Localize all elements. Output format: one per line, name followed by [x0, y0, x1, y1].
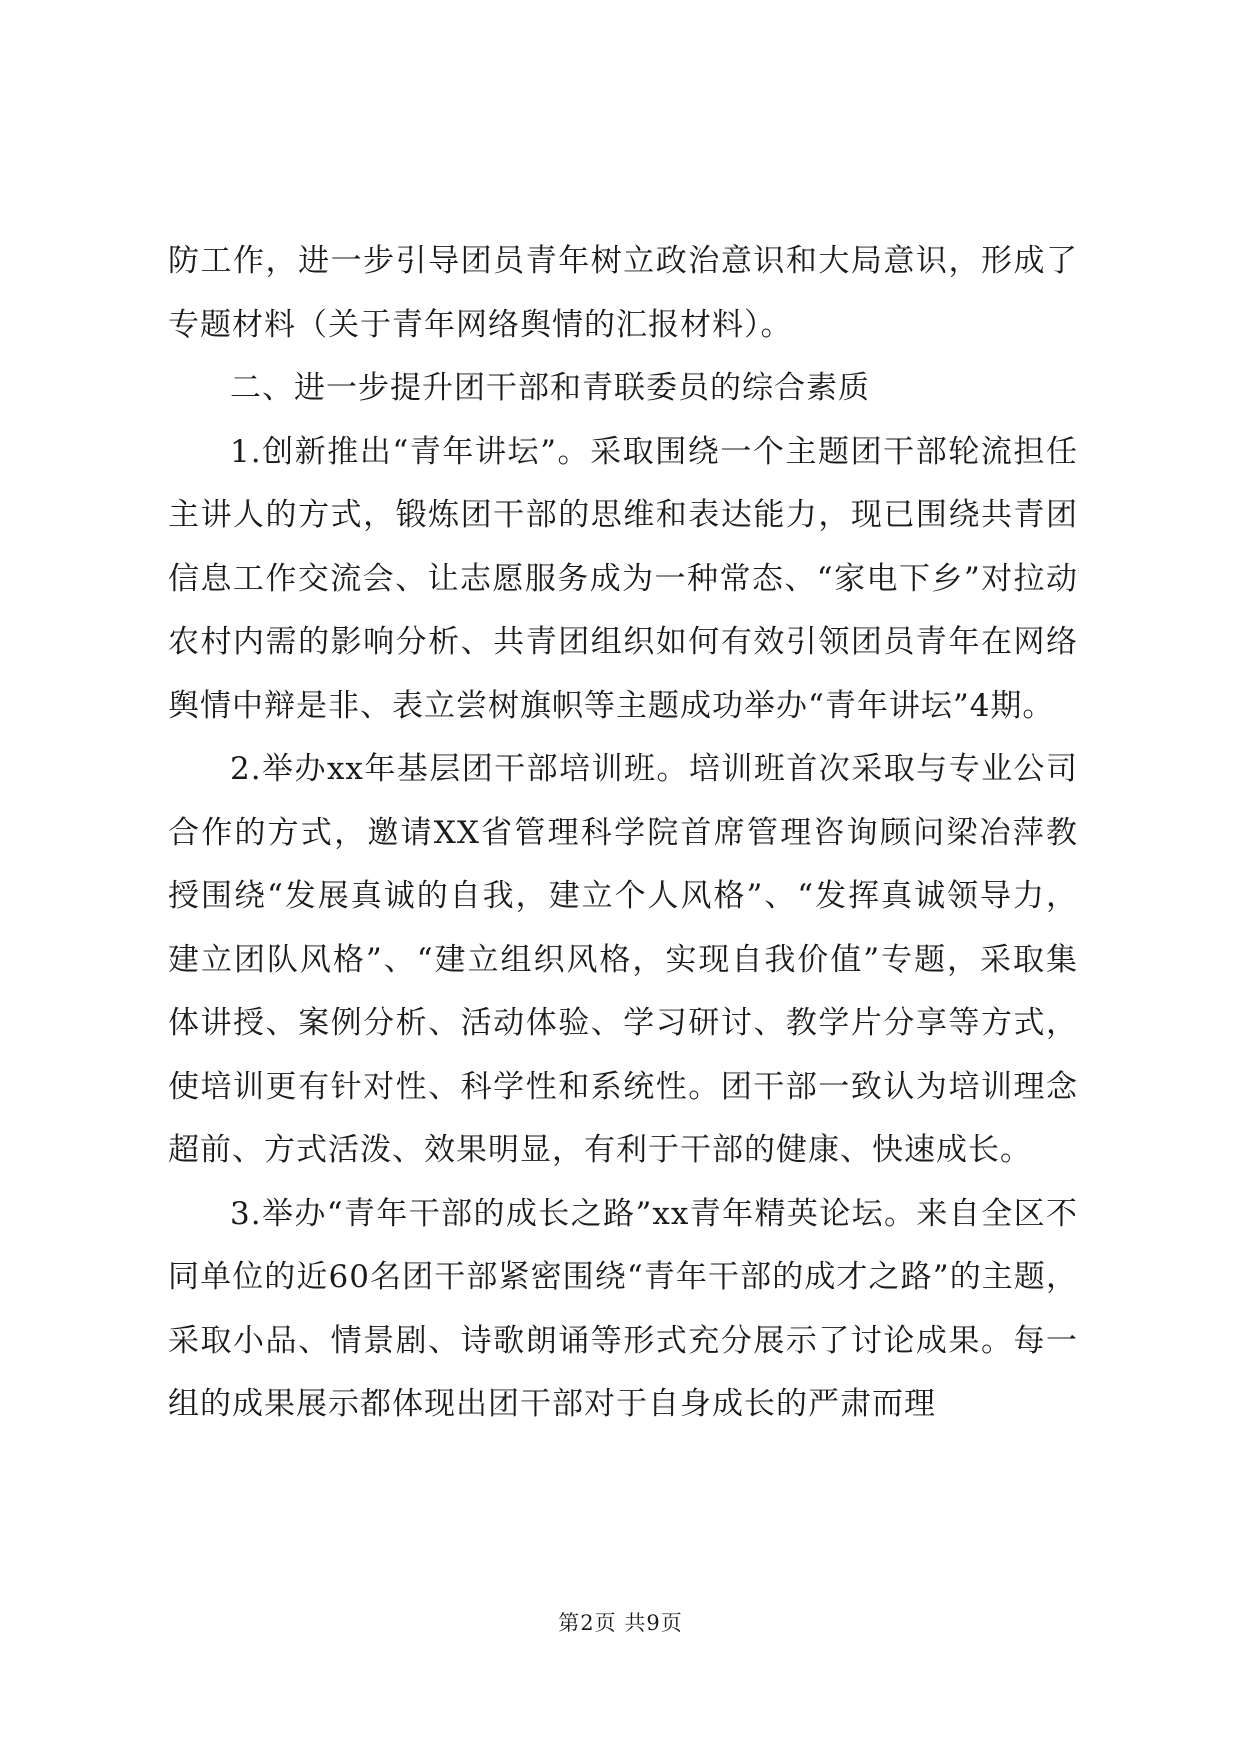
paragraph-item-2: 2.举办xx年基层团干部培训班。培训班首次采取与专业公司合作的方式，邀请XX省管理科学院首席管理咨询顾问梁冶萍教授围绕“发展真诚的自我，建立个人风格”、“发挥真诚领导力，建立团队风格”、“建立组织风格，实现自我价值”专题，采取集体讲授、案例分析、活动体验、学习研讨、教学片分享等方式，使培训更有针对性、科学性和系统性。团干部一致认为培训理念超前、方式活泼、效果明显，有利于干部的健康、快速成长。 — [168, 751, 1078, 1168]
document-body — [168, 230, 1078, 1437]
page-number-footer: 第2页 共9页 — [558, 1611, 683, 1635]
paragraph-item-1: 1.创新推出“青年讲坛”。采取围绕一个主题团干部轮流担任主讲人的方式，锻炼团干部的思维和表达能力，现已围绕共青团信息工作交流会、让志愿服务成为一种常态、“家电下乡”对拉动农村内需的影响分析、共青团组织如何有效引领团员青年在网络舆情中辩是非、表立尝树旗帜等主题成功举办“青年讲坛”4期。 — [168, 433, 1078, 724]
paragraph-continuation: 防工作，进一步引导团员青年树立政治意识和大局意识，形成了专题材料（关于青年网络舆情的汇报材料）。 — [168, 243, 1078, 343]
paragraph-item-3: 3.举办“青年干部的成长之路”xx青年精英论坛。来自全区不同单位的近60名团干部紧密围绕“青年干部的成才之路”的主题，采取小品、情景剧、诗歌朗诵等形式充分展示了讨论成果。每一组的成果展示都体现出团干部对于自身成长的严肃而理 — [168, 1195, 1078, 1422]
section-heading-2: 二、进一步提升团干部和青联委员的综合素质 — [230, 370, 870, 406]
